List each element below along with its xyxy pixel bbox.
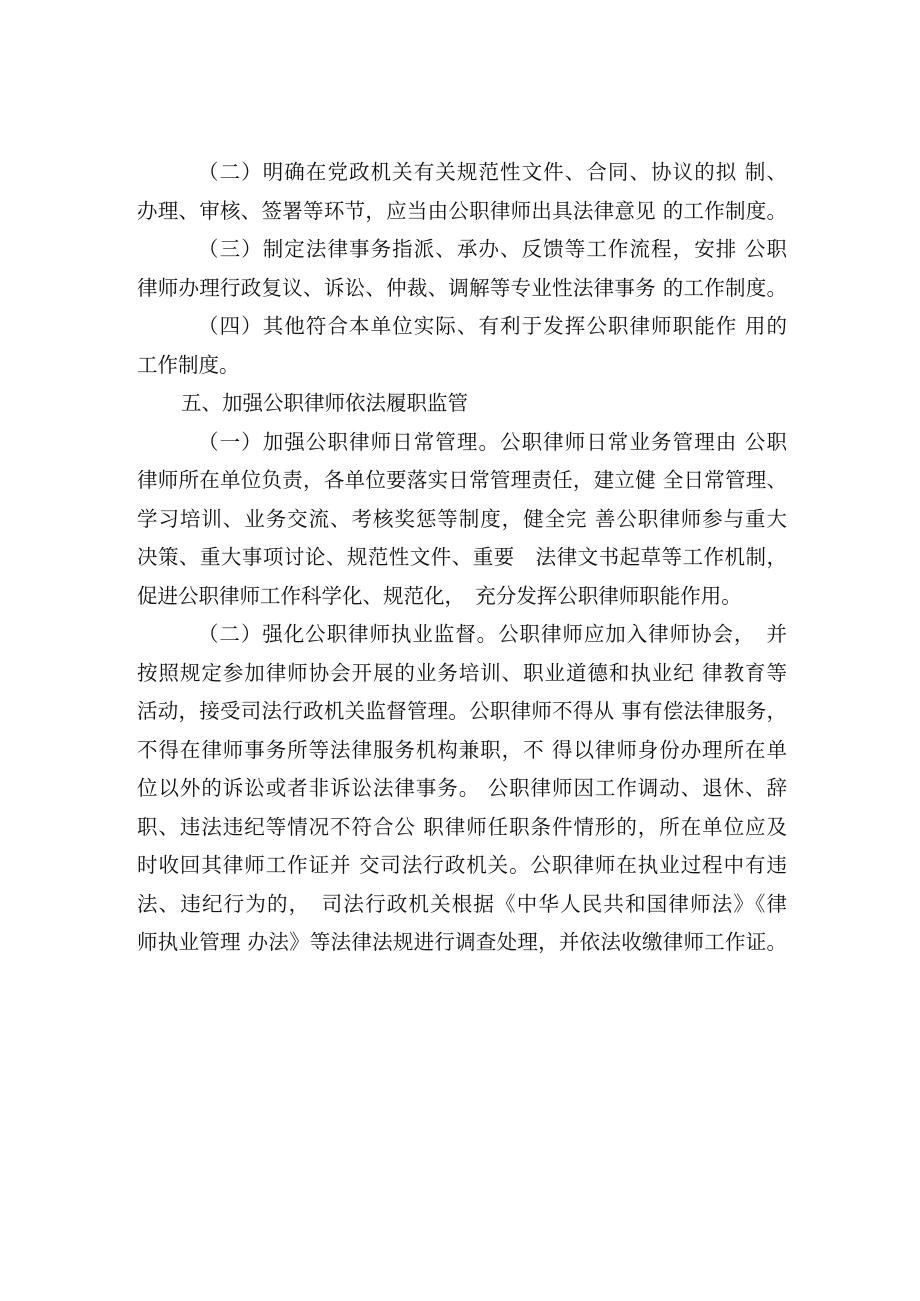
paragraph-line: 法、违纪行为的， 司法行政机关根据《中华人民共和国律师法》《律 <box>137 891 787 916</box>
paragraph-line: 学习培训、业务交流、考核奖惩等制度，健全完 善公职律师参与重大 <box>137 506 787 531</box>
paragraph-line: 位以外的诉讼或者非诉讼法律事务。 公职律师因工作调动、退休、辞 <box>137 776 787 800</box>
paragraph-line: 促进公职律师工作科学化、规范化， 充分发挥公职律师职能作用。 <box>137 583 742 608</box>
paragraph-line: （四）其他符合本单位实际、有利于发挥公职律师职能作 用的 <box>198 314 787 338</box>
paragraph-line: 工作制度。 <box>137 352 240 377</box>
paragraph-line: 律师办理行政复议、诉讼、仲裁、调解等专业性法律事务 的工作制度。 <box>137 275 787 300</box>
paragraph-line: 职、违法违纪等情况不符合公 职律师任职条件情形的，所在单位应及 <box>137 814 787 839</box>
paragraph-line: 按照规定参加律师协会开展的业务培训、职业道德和执业纪 律教育等 <box>137 660 787 685</box>
paragraph-line: 不得在律师事务所等法律服务机构兼职，不 得以律师身份办理所在单 <box>137 737 787 762</box>
paragraph-line: 师执业管理 办法》等法律法规进行调查处理，并依法收缴律师工作证。 <box>137 930 787 954</box>
paragraph-line: 决策、重大事项讨论、规范性文件、重要 法律文书起草等工作机制， <box>137 545 787 569</box>
section-heading: 五、加强公职律师依法履职监管 <box>181 391 468 415</box>
paragraph-line: （二）明确在党政机关有关规范性文件、合同、协议的拟 制、 <box>198 160 787 184</box>
paragraph-line: （一）加强公职律师日常管理。公职律师日常业务管理由 公职 <box>198 429 787 454</box>
paragraph-line: 活动，接受司法行政机关监督管理。公职律师不得从 事有偿法律服务， <box>137 699 787 723</box>
paragraph-line: 时收回其律师工作证并 交司法行政机关。公职律师在执业过程中有违 <box>137 853 787 877</box>
paragraph-line: （二）强化公职律师执业监督。公职律师应加入律师协会， 并 <box>198 622 787 646</box>
paragraph-line: （三）制定法律事务指派、承办、反馈等工作流程，安排 公职 <box>198 237 787 261</box>
document-body <box>137 153 787 962</box>
paragraph-line: 办理、审核、签署等环节，应当由公职律师出具法律意见 的工作制度。 <box>137 198 787 223</box>
paragraph-line: 律师所在单位负责，各单位要落实日常管理责任，建立健 全日常管理、 <box>137 468 787 492</box>
